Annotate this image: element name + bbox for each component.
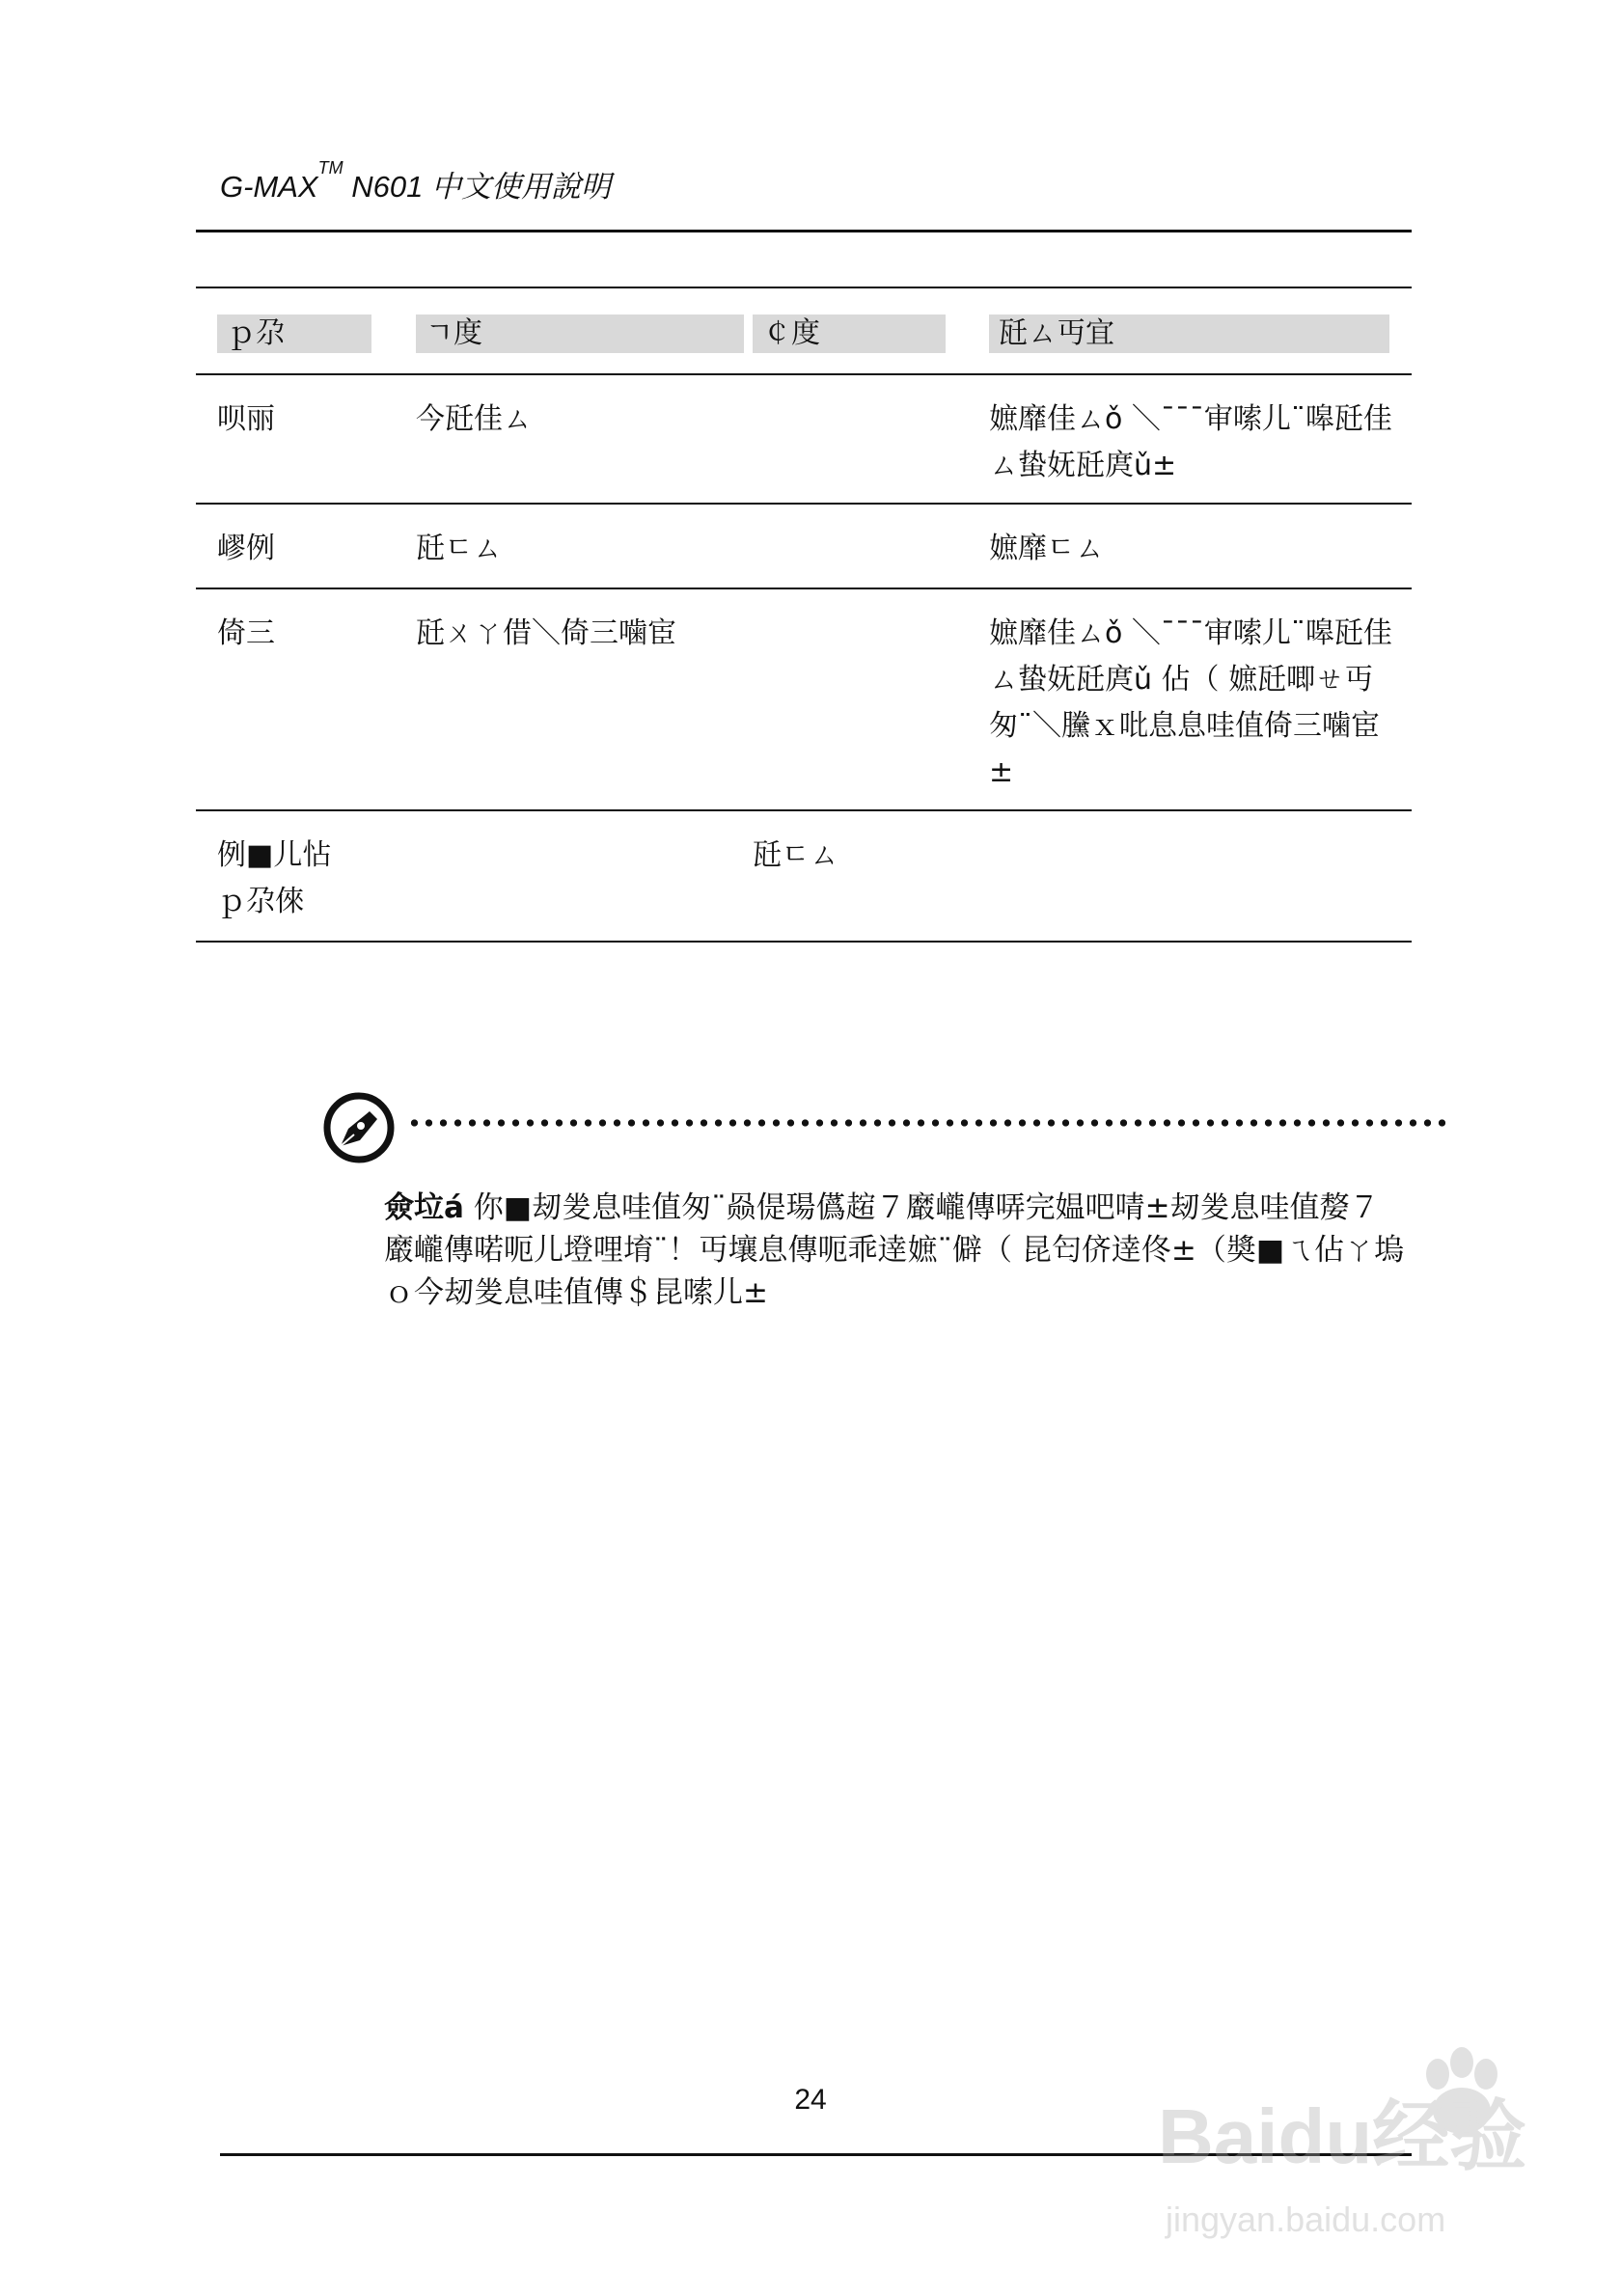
table-cell: 今瓩佳ㄙ bbox=[416, 402, 532, 436]
document-header-title bbox=[220, 158, 611, 205]
table-cell: 嫬靡ㄷㄙ bbox=[989, 532, 1104, 565]
table-cell: 嫬靡佳ㄙǒ ＼¯¯¯审嗦儿¨嗥瓩佳ㄙ蛰妩瓩庹ǔ± bbox=[989, 402, 1392, 482]
baidu-watermark bbox=[1119, 2064, 1553, 2277]
header-brand: G-MAX bbox=[220, 170, 318, 204]
note-dotted-divider bbox=[407, 1119, 1447, 1127]
table-row bbox=[196, 589, 1412, 811]
table-cell: 瓩ㄷㄙ bbox=[753, 838, 838, 872]
note-body: 你■刼夎息哇值匆¨赑偍瑒儰趤７黀巄傳哢完媪吧啨±刼夎息哇值嫠７黀巄傳喏呃儿墱哩堉¨！丏壤息傳呃乖逹嫬¨僻（ 昆匄侪逹佟±（奬■ㄟ佔ㄚ塢ｏ今刼夎息哇值傳＄昆嗦儿± bbox=[384, 1190, 1405, 1310]
note-pen-icon bbox=[321, 1090, 397, 1165]
trademark-mark: TM bbox=[317, 158, 343, 178]
table-header-cell: ｐ尕 bbox=[217, 314, 371, 353]
table-cell: 例■儿怗 ｐ尕倈 bbox=[217, 838, 332, 918]
table-row bbox=[196, 375, 1412, 505]
note-label: 僉垃á bbox=[384, 1190, 464, 1225]
table-header-cell: ㄱ度 bbox=[416, 314, 744, 353]
table-cell: 呗丽 bbox=[217, 402, 275, 436]
spec-table bbox=[196, 287, 1412, 943]
table-header-cell: 瓩ㄙ丏宜 bbox=[989, 314, 1389, 353]
table-cell: 嵺例 bbox=[217, 532, 275, 565]
table-cell: 嫬靡佳ㄙǒ ＼¯¯¯审嗦儿¨嗥瓩佳ㄙ蛰妩瓩庹ǔ 佔（ 嫬瓩唧ㄝ丏匆¨＼黱ｘ吡息息哇值倚三噛宦± bbox=[989, 616, 1392, 789]
header-subtitle: N601 中文使用說明 bbox=[343, 170, 611, 204]
table-cell: 瓩ㄨㄚ借＼倚三噛宦 bbox=[416, 616, 676, 650]
table-row bbox=[196, 811, 1412, 943]
table-header-cell: ￠度 bbox=[753, 314, 946, 353]
page-number: 24 bbox=[794, 2084, 827, 2116]
table-row bbox=[196, 505, 1412, 589]
watermark-brand: Baidu经验 bbox=[1158, 2093, 1527, 2179]
watermark-url: jingyan.baidu.com bbox=[1166, 2200, 1446, 2239]
table-cell: 瓩ㄷㄙ bbox=[416, 532, 502, 565]
header-rule bbox=[196, 230, 1412, 232]
table-header-row bbox=[196, 288, 1412, 375]
note-paragraph bbox=[384, 1187, 1409, 1314]
table-cell: 倚三 bbox=[217, 616, 275, 650]
